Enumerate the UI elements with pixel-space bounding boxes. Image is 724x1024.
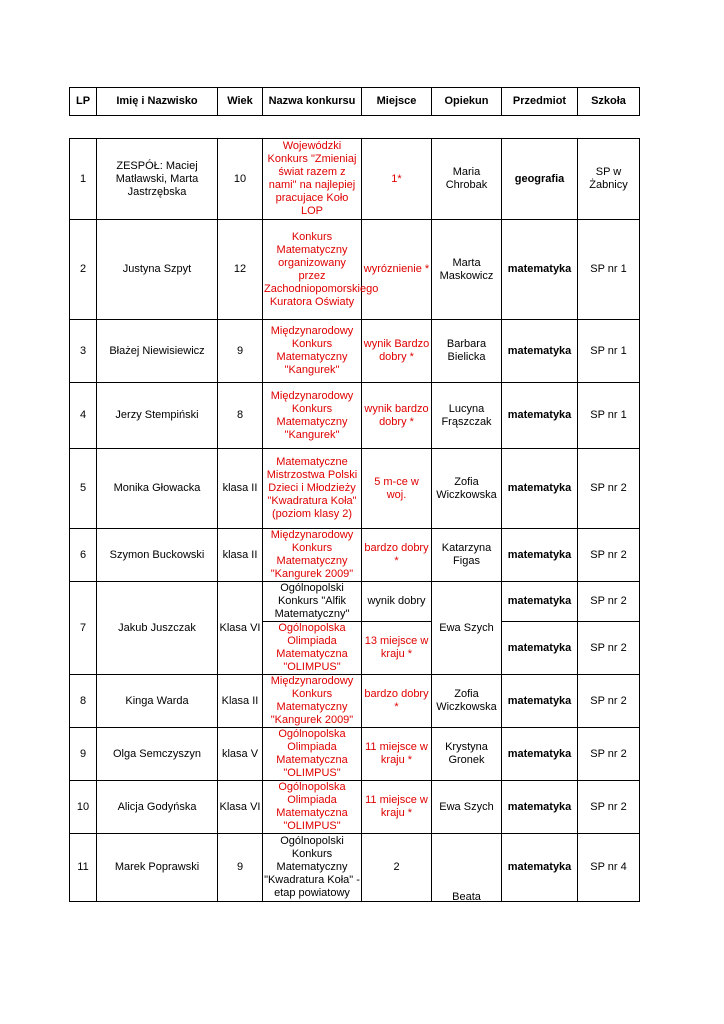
cell-place: wynik dobry	[362, 582, 432, 622]
cell-school: SP nr 4	[578, 834, 640, 902]
table-row	[70, 383, 640, 449]
cell-place: 11 miejsce w kraju *	[362, 728, 432, 781]
cell-place: 13 miejsce w kraju *	[362, 622, 432, 675]
cell-contest: Międzynarodowy Konkurs Matematyczny "Kangurek"	[263, 320, 362, 383]
cell-school: SP nr 2	[578, 449, 640, 529]
cell-subject: matematyka	[502, 529, 578, 582]
table-row	[70, 675, 640, 728]
cell-school: SP w Żabnicy	[578, 139, 640, 220]
cell-subject: geografia	[502, 139, 578, 220]
cell-subject: matematyka	[502, 622, 578, 675]
cell-lp: 9	[70, 728, 97, 781]
header-subject: Przedmiot	[502, 88, 578, 116]
table-row	[70, 529, 640, 582]
cell-name: Błażej Niewisiewicz	[97, 320, 218, 383]
cell-subject: matematyka	[502, 383, 578, 449]
cell-guardian: Zofia Wiczkowska	[432, 449, 502, 529]
cell-lp: 7	[70, 582, 97, 675]
table-row	[70, 834, 640, 902]
cell-lp: 6	[70, 529, 97, 582]
cell-name: Marek Poprawski	[97, 834, 218, 902]
cell-guardian: Ewa Szych	[432, 781, 502, 834]
header-name: Imię i Nazwisko	[97, 88, 218, 116]
cell-lp: 8	[70, 675, 97, 728]
cell-subject: matematyka	[502, 220, 578, 320]
cell-contest: Konkurs Matematyczny organizowany przez Zachodniopomorskiego Kuratora Oświaty	[263, 220, 362, 320]
cell-subject: matematyka	[502, 728, 578, 781]
cell-contest: Ogólnopolska Olimpiada Matematyczna "OLIMPUS"	[263, 728, 362, 781]
cell-subject: matematyka	[502, 449, 578, 529]
cell-subject: matematyka	[502, 781, 578, 834]
cell-contest: Wojewódzki Konkurs "Zmieniaj świat razem z nami" na najlepiej pracujace Koło LOP	[263, 139, 362, 220]
cell-name: Olga Semczyszyn	[97, 728, 218, 781]
cell-age: Klasa VI	[218, 582, 263, 675]
header-place: Miejsce	[362, 88, 432, 116]
cell-place: wyróznienie *	[362, 220, 432, 320]
cell-contest: Międzynarodowy Konkurs Matematyczny "Kangurek"	[263, 383, 362, 449]
cell-place: wynik bardzo dobry *	[362, 383, 432, 449]
cell-school: SP nr 2	[578, 728, 640, 781]
cell-guardian: Lucyna Frąszczak	[432, 383, 502, 449]
cell-place: bardzo dobry *	[362, 529, 432, 582]
header-lp: LP	[70, 88, 97, 116]
cell-guardian: Krystyna Gronek	[432, 728, 502, 781]
header-row	[70, 88, 640, 116]
cell-guardian: Zofia Wiczkowska	[432, 675, 502, 728]
cell-contest: Ogólnopolska Olimpiada Matematyczna "OLIMPUS"	[263, 781, 362, 834]
results-table	[69, 138, 640, 902]
header-age: Wiek	[218, 88, 263, 116]
cell-age: 9	[218, 320, 263, 383]
cell-name: Szymon Buckowski	[97, 529, 218, 582]
cell-age: klasa II	[218, 449, 263, 529]
cell-school: SP nr 2	[578, 781, 640, 834]
cell-subject: matematyka	[502, 320, 578, 383]
cell-place: 11 miejsce w kraju *	[362, 781, 432, 834]
cell-lp: 2	[70, 220, 97, 320]
cell-guardian: Katarzyna Figas	[432, 529, 502, 582]
cell-school: SP nr 1	[578, 320, 640, 383]
cell-age: klasa V	[218, 728, 263, 781]
cell-contest: Matematyczne Mistrzostwa Polski Dzieci i Młodzieży "Kwadratura Koła" (poziom klasy 2)	[263, 449, 362, 529]
cell-age: Klasa VI	[218, 781, 263, 834]
cell-guardian	[432, 834, 502, 902]
table-row	[70, 449, 640, 529]
cell-school: SP nr 1	[578, 383, 640, 449]
cell-contest: Międzynarodowy Konkurs Matematyczny "Kangurek 2009"	[263, 529, 362, 582]
cell-age: Klasa II	[218, 675, 263, 728]
cell-name: Monika Głowacka	[97, 449, 218, 529]
table-row	[70, 582, 640, 622]
cell-name: Jerzy Stempiński	[97, 383, 218, 449]
cell-school: SP nr 2	[578, 622, 640, 675]
cell-guardian: Ewa Szych	[432, 582, 502, 675]
cell-name: ZESPÓŁ: Maciej Matławski, Marta Jastrzębska	[97, 139, 218, 220]
cell-age: klasa II	[218, 529, 263, 582]
cell-name: Kinga Warda	[97, 675, 218, 728]
cell-subject: matematyka	[502, 675, 578, 728]
cell-guardian: Maria Chrobak	[432, 139, 502, 220]
cell-school: SP nr 2	[578, 582, 640, 622]
cell-name: Justyna Szpyt	[97, 220, 218, 320]
cell-school: SP nr 2	[578, 529, 640, 582]
cell-lp: 10	[70, 781, 97, 834]
cell-contest: Ogólnopolski Konkurs Matematyczny "Kwadratura Koła" - etap powiatowy	[263, 834, 362, 902]
cell-guardian: Marta Maskowicz	[432, 220, 502, 320]
cell-school: SP nr 1	[578, 220, 640, 320]
table-row	[70, 320, 640, 383]
cell-place: 5 m-ce w woj.	[362, 449, 432, 529]
cell-age: 10	[218, 139, 263, 220]
table-row	[70, 139, 640, 220]
cell-guardian: Barbara Bielicka	[432, 320, 502, 383]
header-contest: Nazwa konkursu	[263, 88, 362, 116]
cell-lp: 4	[70, 383, 97, 449]
header-guardian: Opiekun	[432, 88, 502, 116]
table-row	[70, 781, 640, 834]
header-school: Szkoła	[578, 88, 640, 116]
cell-age: 8	[218, 383, 263, 449]
cell-lp: 11	[70, 834, 97, 902]
cell-place: bardzo dobry *	[362, 675, 432, 728]
cell-age: 12	[218, 220, 263, 320]
cell-subject: matematyka	[502, 582, 578, 622]
cell-name: Alicja Godyńska	[97, 781, 218, 834]
cell-contest: Ogólnopolska Olimpiada Matematyczna "OLIMPUS"	[263, 622, 362, 675]
cell-subject: matematyka	[502, 834, 578, 902]
cell-lp: 1	[70, 139, 97, 220]
cell-name: Jakub Juszczak	[97, 582, 218, 675]
table-row	[70, 220, 640, 320]
guardian-cut-text: Beata	[452, 891, 481, 903]
cell-contest: Ogólnopolski Konkurs "Alfik Matematyczny"	[263, 582, 362, 622]
header-table	[69, 87, 640, 116]
cell-lp: 5	[70, 449, 97, 529]
cell-place: 2	[362, 834, 432, 902]
cell-lp: 3	[70, 320, 97, 383]
cell-place: 1*	[362, 139, 432, 220]
cell-contest: Międzynarodowy Konkurs Matematyczny "Kangurek 2009"	[263, 675, 362, 728]
cell-place: wynik Bardzo dobry *	[362, 320, 432, 383]
cell-school: SP nr 2	[578, 675, 640, 728]
cell-age: 9	[218, 834, 263, 902]
table-row	[70, 728, 640, 781]
